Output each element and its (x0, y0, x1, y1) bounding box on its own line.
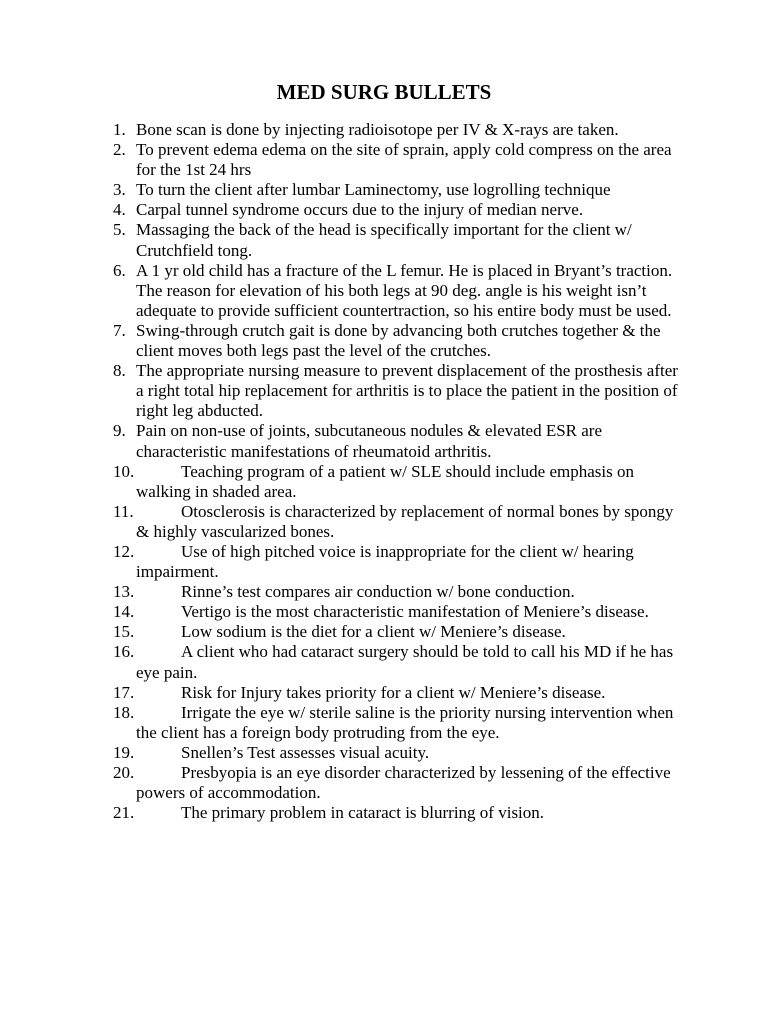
list-item (0, 200, 768, 220)
item-number: 15. (113, 622, 135, 642)
item-text: Irrigate the eye w/ sterile saline is the priority nursing intervention when the client has a foreign body protruding from the eye. (136, 702, 674, 742)
item-text: Risk for Injury takes priority for a client w/ Meniere’s disease. (181, 682, 606, 702)
list-item (0, 140, 768, 180)
item-number: 4. (113, 200, 126, 220)
list-item (0, 421, 768, 461)
list-item (0, 602, 768, 622)
page-title: MED SURG BULLETS (276, 80, 492, 104)
item-number: 19. (113, 742, 135, 762)
list-item (0, 321, 768, 361)
list-item (0, 642, 768, 682)
item-number: 2. (113, 140, 126, 160)
list-item (0, 683, 768, 703)
list-item (0, 502, 768, 542)
item-number: 6. (113, 260, 126, 280)
list-item (0, 622, 768, 642)
item-number: 3. (113, 180, 126, 200)
item-text: Use of high pitched voice is inappropriate for the client w/ hearing impairment. (136, 541, 634, 582)
item-text: The appropriate nursing measure to prevent displacement of the prosthesis after a right total hip replacement for arthritis is to place the patient in the position of right leg abducted. (136, 361, 678, 421)
item-text: Presbyopia is an eye disorder characterized by lessening of the effective powers of accommodation. (136, 763, 671, 803)
list-item (0, 582, 768, 602)
item-text: Swing-through crutch gait is done by advancing both crutches together & the client moves both legs past the level of the crutches. (136, 320, 661, 361)
list-item (0, 763, 768, 803)
list-item (0, 261, 768, 321)
item-number: 10. (113, 461, 135, 481)
item-text: To prevent edema edema on the site of sprain, apply cold compress on the area for the 1st 24 hrs (136, 140, 672, 180)
list-item (0, 462, 768, 502)
item-number: 8. (113, 361, 126, 381)
item-text: Pain on non-use of joints, subcutaneous nodules & elevated ESR are characteristic manifestations of rheumatoid arthritis. (136, 421, 602, 461)
list-item (0, 803, 768, 823)
item-number: 14. (113, 602, 135, 622)
item-text: Carpal tunnel syndrome occurs due to the injury of median nerve. (136, 200, 584, 220)
list-item (0, 220, 768, 260)
list-item (0, 703, 768, 743)
item-text: Otosclerosis is characterized by replacement of normal bones by spongy & highly vascularized bones. (136, 501, 674, 541)
item-number: 11. (113, 501, 134, 521)
item-text: A 1 yr old child has a fracture of the L femur. He is placed in Bryant’s traction. The reason for elevation of his both legs at 90 deg. angle is his weight isn’t adequate to provide sufficient countertraction, so his entire body must be used. (136, 260, 673, 320)
item-text: Bone scan is done by injecting radioisotope per IV & X-rays are taken. (136, 120, 619, 139)
item-number: 7. (113, 320, 126, 340)
item-number: 18. (113, 702, 135, 722)
item-text: Teaching program of a patient w/ SLE should include emphasis on walking in shaded area. (136, 461, 634, 501)
list-item (0, 542, 768, 582)
item-number: 1. (113, 120, 126, 139)
item-number: 12. (113, 541, 135, 561)
item-number: 17. (113, 682, 135, 702)
item-number: 20. (113, 763, 135, 782)
bullet-list (0, 120, 768, 823)
item-number: 21. (113, 803, 135, 823)
item-number: 5. (113, 220, 126, 240)
item-text: Massaging the back of the head is specifically important for the client w/ Crutchfield tong. (136, 220, 632, 260)
item-text: Rinne’s test compares air conduction w/ bone conduction. (181, 582, 575, 602)
list-item (0, 361, 768, 421)
item-text: To turn the client after lumbar Laminectomy, use logrolling technique (136, 180, 611, 200)
item-text: The primary problem in cataract is blurring of vision. (181, 803, 545, 823)
item-text: A client who had cataract surgery should be told to call his MD if he has eye pain. (136, 642, 674, 682)
item-text: Low sodium is the diet for a client w/ Meniere’s disease. (181, 622, 566, 642)
item-text: Vertigo is the most characteristic manifestation of Meniere’s disease. (181, 602, 649, 622)
item-number: 13. (113, 582, 135, 602)
item-text: Snellen’s Test assesses visual acuity. (181, 742, 430, 762)
list-item (0, 743, 768, 763)
list-item (0, 180, 768, 200)
list-item (0, 120, 768, 140)
item-number: 9. (113, 421, 126, 441)
item-number: 16. (113, 642, 135, 662)
